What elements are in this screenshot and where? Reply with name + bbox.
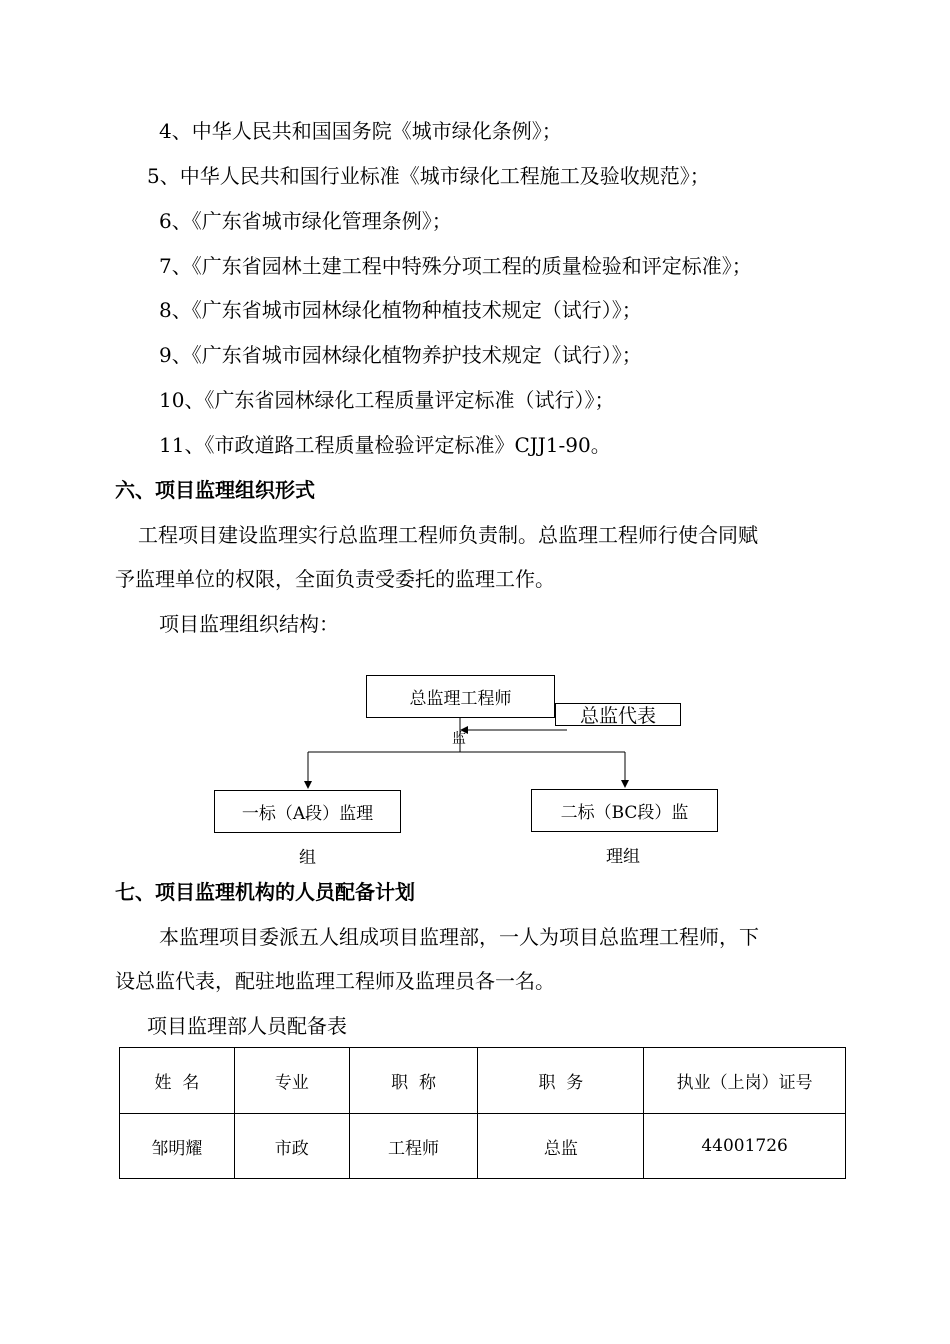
- paragraph-line: 予监理单位的权限，全面负责受委托的监理工作。: [115, 567, 555, 591]
- header-cell-title: 职 称: [349, 1048, 478, 1114]
- paragraph-line: 工程项目建设监理实行总监理工程师负责制。总监理工程师行使合同赋: [138, 523, 758, 547]
- header-cell-position: 职 务: [478, 1048, 644, 1114]
- team-b-box: 二标（BC段）监: [531, 789, 718, 832]
- chief-supervisor-box: 总监理工程师: [366, 675, 555, 718]
- org-structure-label: 项目监理组织结构：: [159, 612, 339, 636]
- table-title: 项目监理部人员配备表: [147, 1014, 347, 1038]
- reference-item: 9、《广东省城市园林绿化植物养护技术规定（试行）》；: [159, 343, 642, 367]
- arrowhead: [304, 781, 312, 789]
- table-row: [120, 1114, 846, 1179]
- deputy-supervisor-box: 总监代表: [555, 703, 681, 726]
- reference-item: 11、《市政道路工程质量检验评定标准》CJJ1-90。: [159, 433, 611, 457]
- team-b-label-continuation: 理组: [606, 847, 640, 867]
- reference-item: 6、《广东省城市绿化管理条例》；: [159, 209, 452, 233]
- team-a-box: 一标（A段）监理: [214, 790, 401, 833]
- cell-specialty: 市政: [234, 1114, 349, 1179]
- cell-certificate: 44001726: [644, 1114, 846, 1179]
- reference-item: 10、《广东省园林绿化工程质量评定标准（试行）》；: [159, 388, 615, 412]
- cell-title: 工程师: [349, 1114, 478, 1179]
- staff-table: [119, 1047, 846, 1179]
- chart-fragment-text: 监: [452, 731, 466, 747]
- cell-position: 总监: [478, 1114, 644, 1179]
- paragraph-line: 本监理项目委派五人组成项目监理部，一人为项目总监理工程师，下: [159, 925, 759, 949]
- reference-item: 5、中华人民共和国行业标准《城市绿化工程施工及验收规范》；: [147, 164, 710, 188]
- reference-item: 4、中华人民共和国国务院《城市绿化条例》；: [159, 119, 562, 143]
- section-heading: 七、项目监理机构的人员配备计划: [115, 880, 415, 904]
- arrowhead: [621, 780, 629, 788]
- header-cell-specialty: 专业: [234, 1048, 349, 1114]
- table-header-row: [120, 1048, 846, 1114]
- team-a-label-continuation: 组: [299, 848, 316, 868]
- paragraph-line: 设总监代表，配驻地监理工程师及监理员各一名。: [115, 969, 555, 993]
- header-cell-name: 姓 名: [120, 1048, 235, 1114]
- cell-name: 邹明耀: [120, 1114, 235, 1179]
- reference-item: 7、《广东省园林土建工程中特殊分项工程的质量检验和评定标准》；: [159, 254, 752, 278]
- header-cell-certificate: 执业（上岗）证号: [644, 1048, 846, 1114]
- reference-item: 8、《广东省城市园林绿化植物种植技术规定（试行）》；: [159, 298, 642, 322]
- section-heading: 六、项目监理组织形式: [115, 478, 315, 502]
